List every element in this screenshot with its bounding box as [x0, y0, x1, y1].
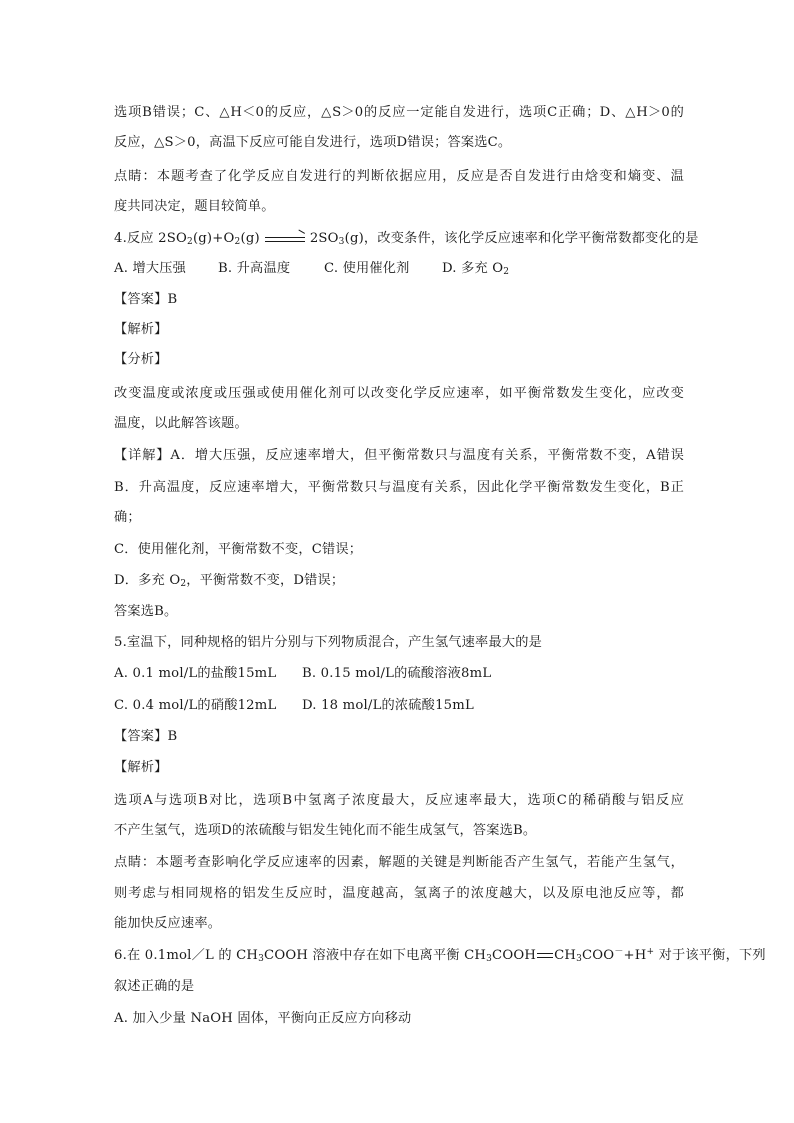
text-line: 不产生氢气，选项D的浓硫酸与铝发生钝化而不能生成氢气，答案选B。	[114, 823, 537, 838]
text-line: D．多充 $O_2$，平衡常数不变，D错误；	[114, 573, 345, 589]
question-5-stem: 5.室温下，同种规格的铝片分别与下列物质混合，产生氢气速率最大的是	[114, 635, 542, 650]
text-line: 能加快反应速率。	[114, 916, 222, 931]
fenxi-4-heading: 【分析】	[114, 352, 168, 367]
option-c: C. 0.4 mol/L的硝酸12mL	[114, 698, 277, 713]
text-line: 【详解】A．增大压强，反应速率增大，但平衡常数只与温度有关系，平衡常数不变，A错误	[114, 448, 684, 463]
text-line: 则考虑与相同规格的铝发生反应时，温度越高，氢离子的浓度越大，以及原电池反应等，都	[114, 886, 684, 901]
option-a: A. 增大压强	[114, 261, 187, 276]
text-line: 温度，以此解答该题。	[114, 416, 248, 431]
text-line: 答案选B。	[114, 604, 178, 619]
option-d: D. 18 mol/L的浓硫酸15mL	[302, 698, 474, 713]
question-6-stem: 6.在 0.1mol／L 的 $CH_3COOH$ 溶液中存在如下电离平衡 $CH_3COOH$ $CH_3COO^-+H^+$ 对于该平衡，下列	[114, 947, 766, 964]
text-line: 选项B错误；C、△H＜0的反应，△S＞0的反应一定能自发进行，选项C正确；D、△H＞0的	[114, 105, 684, 120]
analysis-4-heading: 【解析】	[114, 322, 168, 337]
text-line: 度共同决定，题目较简单。	[114, 199, 275, 214]
text-line: C．使用催化剂，平衡常数不变，C错误；	[114, 542, 363, 557]
text-line: 叙述正确的是	[114, 979, 195, 994]
option-b: B. 0.15 mol/L的硫酸溶液8mL	[302, 666, 492, 681]
text-line: B．升高温度，反应速率增大，平衡常数只与温度有关系，因此化学平衡常数发生变化，B正	[114, 480, 684, 495]
text-line: 反应，△S＞0，高温下反应可能自发进行，选项D错误；答案选C。	[114, 135, 512, 150]
answer-4: 【答案】B	[114, 292, 178, 307]
equilibrium-arrow-icon	[263, 234, 307, 244]
question-6-option-a: A. 加入少量 NaOH 固体，平衡向正反应方向移动	[114, 1011, 412, 1026]
question-4-stem: 4.反应 $2SO_2(g)+O_2(g)$ $2SO_3(g)$，改变条件，该化学反应速率和化学平衡常数都变化的是	[114, 231, 699, 247]
option-a: A. 0.1 mol/L的盐酸15mL	[114, 666, 277, 681]
option-c: C. 使用催化剂	[324, 261, 410, 276]
text-line: 改变温度或浓度或压强或使用催化剂可以改变化学反应速率，如平衡常数发生变化，应改变	[114, 386, 684, 401]
question-5-options-cd	[114, 696, 684, 716]
answer-5: 【答案】B	[114, 729, 178, 744]
text-line: 选项A与选项B对比，选项B中氢离子浓度最大，反应速率最大，选项C的稀硝酸与铝反应	[114, 793, 684, 808]
text-line: 点睛：本题考查影响化学反应速率的因素，解题的关键是判断能否产生氢气，若能产生氢气，	[114, 855, 684, 870]
option-d: D. 多充 $O_2$	[442, 261, 510, 277]
question-5-options-ab	[114, 664, 684, 684]
text-line: 点睛：本题考查了化学反应自发进行的判断依据应用，反应是否自发进行由焓变和熵变、温	[114, 169, 684, 184]
question-4-options	[114, 259, 684, 279]
equilibrium-arrow-icon	[537, 951, 553, 961]
option-b: B. 升高温度	[218, 261, 291, 276]
text-line: 确；	[114, 510, 141, 525]
analysis-5-heading: 【解析】	[114, 760, 168, 775]
